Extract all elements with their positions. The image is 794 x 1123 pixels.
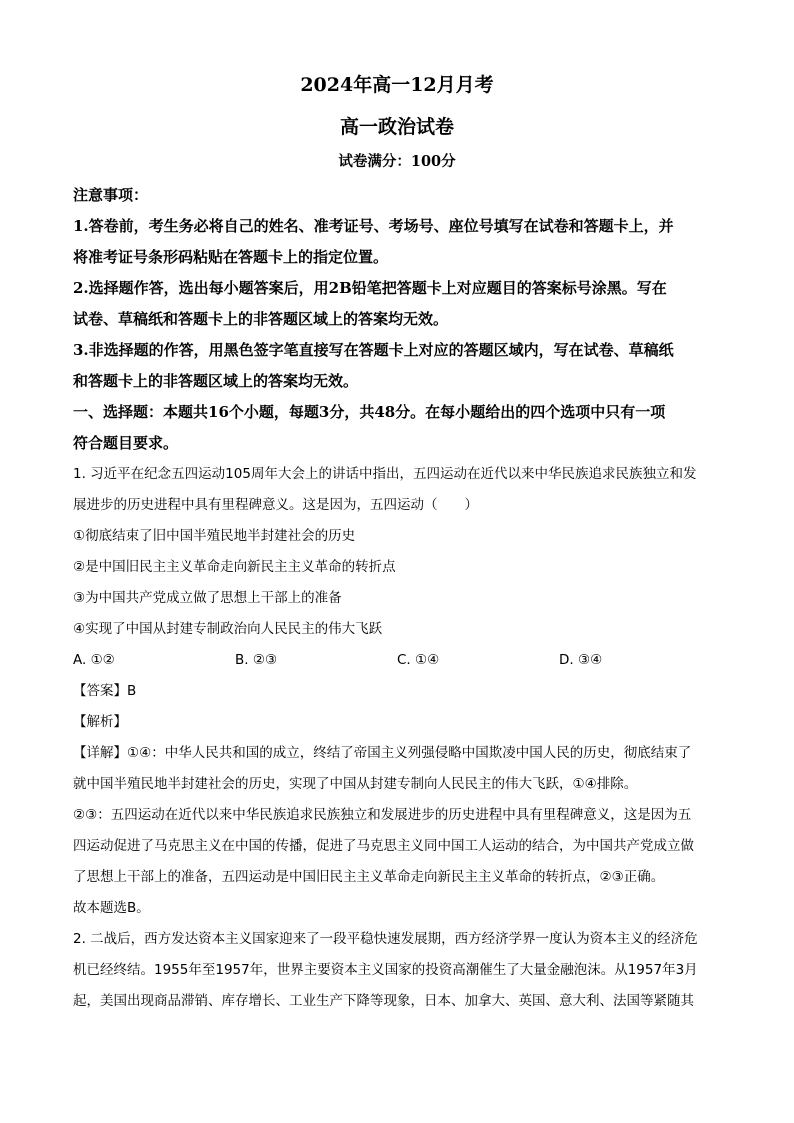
question-1-explanation: 故本题选B。 [73, 900, 150, 916]
notice-line: 3.非选择题的作答，用黑色签字笔直接写在答题卡上对应的答题区域内，写在试卷、草稿纸 [73, 341, 674, 359]
question-2-stem: 机已经终结。1955年至1957年，世界主要资本主义国家的投资高潮催生了大量金融泡沫。从1957年3月 [73, 962, 698, 978]
question-2-stem: 起，美国出现商品滞销、库存增长、工业生产下降等现象，日本、加拿大、英国、意大利、法国等紧随其 [73, 993, 694, 1009]
option-b: B. ②③ [235, 652, 278, 668]
exam-title: 2024年高一12月月考 [300, 74, 494, 96]
exam-content [73, 180, 723, 1017]
question-1-explanation: 就中国半殖民地半封建社会的历史，实现了中国从封建专制向人民民主的伟大飞跃，①④排除。 [73, 776, 638, 792]
question-1-explanation: 四运动促进了马克思主义在中国的传播，促进了马克思主义同中国工人运动的结合，为中国共产党成立做 [73, 838, 694, 854]
section-heading: 符合题目要求。 [73, 434, 179, 452]
question-1-statement: ②是中国旧民主主义革命走向新民主主义革命的转折点 [73, 559, 396, 575]
question-1-statement: ④实现了中国从封建专制政治向人民民主的伟大飞跃 [73, 621, 383, 637]
section-heading: 一、选择题：本题共16个小题，每题3分，共48分。在每小题给出的四个选项中只有一项 [73, 403, 666, 421]
notice-line: 将准考证号条形码粘贴在答题卡上的指定位置。 [73, 248, 389, 266]
question-1-explanation: ②③：五四运动在近代以来中华民族追求民族独立和发展进步的历史进程中具有里程碑意义，这是因为五 [73, 807, 692, 823]
question-1-answer: 【答案】B [73, 683, 137, 699]
notice-heading: 注意事项： [73, 186, 149, 204]
option-c: C. ①④ [397, 652, 440, 668]
question-1-analysis-label: 【解析】 [73, 714, 127, 730]
question-1-statement: ③为中国共产党成立做了思想上干部上的准备 [73, 590, 342, 606]
option-d: D. ③④ [559, 652, 603, 668]
question-1-stem: 1. 习近平在纪念五四运动105周年大会上的讲话中指出，五四运动在近代以来中华民族追求民族独立和发 [73, 466, 697, 482]
question-1-stem: 展进步的历史进程中具有里程碑意义。这是因为，五四运动（ ） [73, 497, 478, 513]
question-1-statement: ①彻底结束了旧中国半殖民地半封建社会的历史 [73, 528, 356, 544]
question-2-stem: 2. 二战后，西方发达资本主义国家迎来了一段平稳快速发展期，西方经济学界一度认为资本主义的经济危 [73, 931, 698, 947]
full-score: 试卷满分：100分 [338, 153, 456, 170]
notice-line: 2.选择题作答，选出每小题答案后，用2B铅笔把答题卡上对应题目的答案标号涂黑。写在 [73, 279, 667, 297]
notice-line: 1.答卷前，考生务必将自己的姓名、准考证号、考场号、座位号填写在试卷和答题卡上，并 [73, 217, 674, 235]
exam-subtitle: 高一政治试卷 [339, 116, 454, 138]
option-a: A. ①② [73, 652, 115, 668]
notice-line: 和答题卡上的非答题区域上的答案均无效。 [73, 372, 359, 390]
question-1-explanation: 了思想上干部上的准备，五四运动是中国旧民主主义革命走向新民主主义革命的转折点，②③正确。 [73, 869, 665, 885]
question-1-explanation: 【详解】①④：中华人民共和国的成立，终结了帝国主义列强侵略中国欺凌中国人民的历史，彻底结束了 [73, 745, 692, 761]
question-1-options [73, 645, 723, 676]
notice-line: 试卷、草稿纸和答题卡上的非答题区域上的答案均无效。 [73, 310, 449, 328]
